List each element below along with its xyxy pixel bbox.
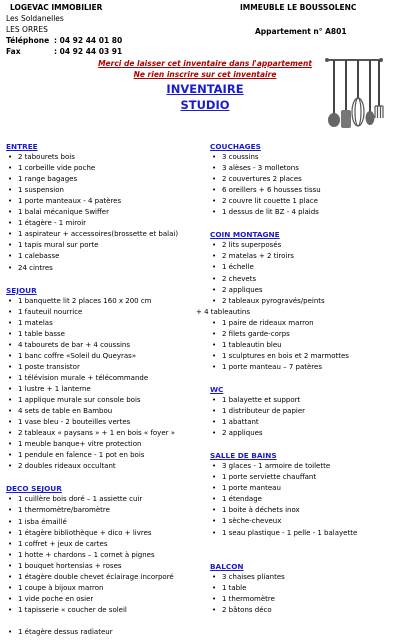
list-deco-sejour — [6, 494, 206, 616]
list-sejour — [6, 296, 206, 473]
list-item: • 2 couvre lit couette 1 place — [210, 196, 406, 207]
section-title-wc: WC — [210, 384, 224, 394]
list-item: • 3 alèses - 3 molletons — [210, 163, 406, 174]
list-item: • 1 suspension — [6, 185, 206, 196]
list-couchages — [210, 152, 406, 218]
list-item: • 1 table basse — [6, 329, 206, 340]
list-item: • 2 tableaux pyrogravés/peints — [210, 296, 406, 307]
list-item: • 3 chaises pliantes — [210, 572, 406, 583]
list-item: • 1 télévision murale + télécommande — [6, 373, 206, 384]
fax-number: : 04 92 44 03 91 — [54, 47, 123, 56]
list-item: • 1 corbeille vide poche — [6, 163, 206, 174]
list-coin-montagne — [196, 240, 406, 373]
list-entree — [6, 152, 206, 274]
list-item: • 1 coupe à bijoux marron — [6, 583, 206, 594]
section-title-entree: ENTREE — [6, 142, 38, 151]
list-item: • 1 sculptures en bois et 2 marmottes — [210, 351, 406, 362]
list-item: • 1 bouquet hortensias + roses — [6, 561, 206, 572]
list-item: • 3 coussins — [210, 152, 406, 163]
list-item: • 1 échelle — [210, 262, 406, 273]
list-item: • 2 chevets — [210, 274, 406, 285]
list-item-continuation: + 4 tableautins — [196, 307, 250, 316]
list-item: • 1 lustre + 1 lanterne — [6, 384, 206, 395]
list-item: • 2 appliques — [210, 428, 406, 439]
list-item: • 1 étagère dessus radiateur — [6, 627, 206, 638]
list-item: • 1 tapis mural sur porte — [6, 240, 206, 251]
list-wc — [210, 395, 406, 439]
list-item: • 2 matelas + 2 tiroirs — [210, 251, 406, 262]
list-item: • 1 étagère double chevet éclairage incorporé — [6, 572, 206, 583]
list-item: • 1 banc coffre «Soleil du Queyras» — [6, 351, 206, 362]
list-item: • 1 table — [210, 583, 406, 594]
list-item: • 1 coffret + jeux de cartes — [6, 539, 206, 550]
list-item: • 2 tableaux « paysans » + 1 en bois « foyer » — [6, 428, 206, 439]
phone-number: : 04 92 44 01 80 — [54, 36, 123, 45]
section-title-couchages: COUCHAGES — [210, 142, 261, 151]
list-item: • 1 pendule en faïence - 1 pot en bois — [6, 450, 206, 461]
section-title-balcon: BALCON — [210, 561, 244, 571]
list-item: • 1 étendage — [210, 494, 406, 505]
list-item: • 1 range bagages — [6, 174, 206, 185]
list-item: • 2 tabourets bois — [6, 152, 206, 163]
list-item: • 2 appliques — [210, 285, 406, 296]
list-item: • 1 tableautin bleu — [210, 340, 406, 351]
list-item: • 1 distributeur de papier — [210, 406, 406, 417]
list-deco-extra — [6, 627, 206, 638]
list-item: • 1 tapisserie « coucher de soleil — [6, 605, 206, 616]
list-item: • 4 tabourets de bar + 4 coussins — [6, 340, 206, 351]
list-item: • 1 sèche-cheveux — [210, 516, 406, 527]
list-item: • 1 hotte + chardons – 1 cornet à pignes — [6, 550, 206, 561]
list-item: • 1 balai mécanique Swiffer — [6, 207, 206, 218]
page-subtitle: STUDIO — [180, 98, 230, 112]
section-title-sejour: SEJOUR — [6, 285, 37, 295]
list-item: • 2 doubles rideaux occultant — [6, 461, 206, 472]
list-item: • 1 paire de rideaux marron — [210, 318, 406, 329]
list-item: • 6 oreillers + 6 housses tissu — [210, 185, 406, 196]
list-item: • 1 abattant — [210, 417, 406, 428]
page-title: INVENTAIRE — [166, 82, 244, 96]
list-item: • 1 étagère - 1 miroir — [6, 218, 206, 229]
right-column — [196, 141, 406, 616]
list-item: • 1 applique murale sur console bois — [6, 395, 206, 406]
list-item: • 1 dessus de lit BZ - 4 plaids — [210, 207, 406, 218]
list-item: • 1 poste transistor — [6, 362, 206, 373]
list-item: • 1 porte manteau — [210, 483, 406, 494]
list-item: • 1 fauteuil nourrice — [6, 307, 206, 318]
list-item: • 1 porte manteau – 7 patères — [210, 362, 406, 373]
notice-keep-inventory: Merci de laisser cet inventaire dans l'appartement — [98, 59, 312, 68]
section-title-salle-de-bains: SALLE DE BAINS — [210, 451, 277, 461]
phone-label: Téléphone — [6, 36, 50, 45]
list-item: • 1 balayette et support — [210, 395, 406, 406]
list-item: • 1 aspirateur + accessoires(brossette et balai) — [6, 229, 206, 240]
list-item: • 1 porte serviette chauffant — [210, 472, 406, 483]
list-item: • 1 seau plastique - 1 pelle - 1 balayette — [210, 528, 406, 539]
fax-label: Fax — [6, 47, 21, 56]
list-item: • 1 thermomètre — [210, 594, 406, 605]
list-item: • 2 lits superposés — [210, 240, 406, 251]
list-item: • 4 sets de table en Bambou — [6, 406, 206, 417]
apartment-number: Appartement n° A801 — [255, 27, 347, 36]
list-item: • 3 glaces - 1 armoire de toilette — [210, 461, 406, 472]
list-item: • 2 filets garde-corps — [210, 329, 406, 340]
list-item: • 1 porte manteaux - 4 patères — [6, 196, 206, 207]
list-item: • 1 matelas — [6, 318, 206, 329]
list-item: • 1 boite à déchets inox — [210, 505, 406, 516]
address-line-2: LES ORRES — [6, 25, 48, 34]
list-balcon — [210, 572, 406, 616]
list-salle-de-bains — [210, 461, 406, 538]
list-item: • 1 cuillère bois doré – 1 assiette cuir — [6, 494, 206, 505]
list-item: • 1 meuble banque+ vitre protection — [6, 439, 206, 450]
list-item: • 1 vase bleu - 2 bouteilles vertes — [6, 417, 206, 428]
building-name: IMMEUBLE LE BOUSSOLENC — [240, 3, 357, 12]
section-title-deco-sejour: DECO SEJOUR — [6, 484, 62, 494]
list-item: • 2 couvertures 2 places — [210, 174, 406, 185]
list-item: • 1 banquette lit 2 places 160 x 200 cm — [6, 296, 206, 307]
list-item: • 1 isba émaillé — [6, 517, 206, 528]
company-name: LOGEVAC IMMOBILIER — [10, 3, 103, 12]
notice-do-not-write: Ne rien inscrire sur cet inventaire — [133, 70, 277, 79]
section-title-coin-montagne: COIN MONTAGNE — [210, 230, 280, 240]
list-item: • 1 thermomètre/baromètre — [6, 505, 206, 516]
left-column — [6, 141, 206, 638]
list-item: • 1 vide poche en osier — [6, 594, 206, 605]
list-item: • 2 bâtons déco — [210, 605, 406, 616]
list-item: • 1 étagère bibliothèque + dico + livres — [6, 528, 206, 539]
list-item: • 24 cintres — [6, 263, 206, 274]
address-line-1: Les Soldanelles — [6, 14, 64, 23]
list-item: • 1 calebasse — [6, 251, 206, 262]
